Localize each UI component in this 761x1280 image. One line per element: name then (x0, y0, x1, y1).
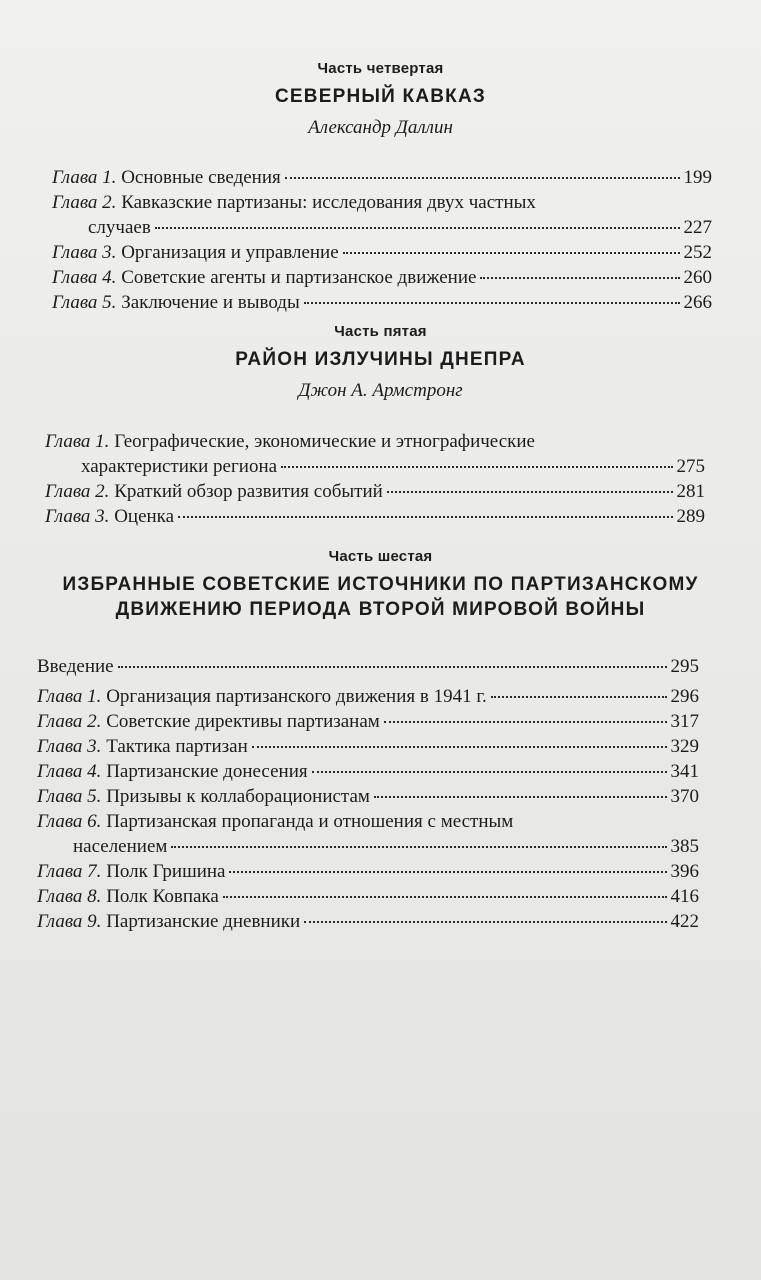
chapter-title: Полк Ковпака (106, 886, 219, 907)
chapter-title: Полк Гришина (106, 861, 226, 882)
chapter-title: Заключение и выводы (121, 292, 300, 313)
chapter-number: Глава 2. (52, 192, 117, 213)
dot-leader (252, 745, 667, 748)
dot-leader (285, 176, 680, 179)
toc-entry[interactable] (52, 265, 712, 290)
part4-label: Часть четвертая (317, 60, 444, 77)
dot-leader (281, 465, 672, 468)
part6-label: Часть шестая (328, 548, 433, 565)
toc-entry[interactable] (37, 759, 699, 784)
chapter-number: Глава 4. (52, 267, 117, 288)
toc-entry[interactable] (37, 784, 699, 809)
toc-entry-continuation (37, 834, 699, 859)
toc-entry-continuation (45, 454, 705, 479)
part5-author: Джон А. Армстронг (298, 380, 463, 401)
page-number: 317 (670, 711, 699, 732)
part6-title-line1: ИЗБРАННЫЕ СОВЕТСКИЕ ИСТОЧНИКИ ПО ПАРТИЗАНСКОМУ (62, 574, 699, 595)
page-number: 295 (670, 656, 699, 677)
toc-entry[interactable] (37, 809, 699, 834)
page-number: 266 (683, 292, 712, 313)
chapter-number: Глава 1. (52, 167, 117, 188)
chapter-title: Кавказские партизаны: исследования двух частных (121, 192, 536, 213)
dot-leader (178, 515, 672, 518)
dot-leader (480, 276, 679, 279)
page-number: 275 (676, 456, 705, 477)
page-number: 199 (683, 167, 712, 188)
chapter-title: Географические, экономические и этнографические (114, 431, 535, 452)
dot-leader (118, 665, 667, 668)
chapter-number: Глава 4. (37, 761, 102, 782)
page-number: 289 (676, 506, 705, 527)
dot-leader (312, 770, 667, 773)
chapter-title-cont: случаев (88, 217, 151, 238)
chapter-number: Глава 3. (45, 506, 110, 527)
part4-toc (52, 165, 712, 315)
dot-leader (387, 490, 673, 493)
chapter-number: Глава 1. (45, 431, 110, 452)
part5-label: Часть пятая (334, 323, 427, 340)
dot-leader (223, 895, 667, 898)
chapter-number: Глава 3. (52, 242, 117, 263)
chapter-number: Глава 3. (37, 736, 102, 757)
dot-leader (171, 845, 666, 848)
chapter-title: Призывы к коллаборационистам (106, 786, 370, 807)
part4-title: СЕВЕРНЫЙ КАВКАЗ (275, 86, 486, 107)
chapter-number: Глава 5. (37, 786, 102, 807)
toc-entry[interactable] (52, 240, 712, 265)
toc-entry[interactable] (37, 909, 699, 934)
part5-toc (45, 429, 705, 529)
toc-entry[interactable] (37, 859, 699, 884)
chapter-title: Советские агенты и партизанское движение (121, 267, 477, 288)
chapter-number: Глава 9. (37, 911, 102, 932)
page-number: 252 (683, 242, 712, 263)
toc-entry[interactable] (52, 290, 712, 315)
page-number: 227 (683, 217, 712, 238)
page-number: 329 (670, 736, 699, 757)
chapter-title-cont: характеристики региона (81, 456, 278, 477)
page-number: 370 (670, 786, 699, 807)
chapter-title: Советские директивы партизанам (106, 711, 380, 732)
dot-leader (374, 795, 667, 798)
chapter-title: Тактика партизан (106, 736, 248, 757)
page-number: 385 (670, 836, 699, 857)
page-number: 281 (676, 481, 705, 502)
toc-entry[interactable] (45, 504, 705, 529)
part4-author: Александр Даллин (308, 117, 453, 138)
toc-entry[interactable] (37, 884, 699, 909)
part5-title: РАЙОН ИЗЛУЧИНЫ ДНЕПРА (235, 349, 526, 370)
chapter-title: Организация партизанского движения в 1941 г. (106, 686, 487, 707)
intro-title: Введение (37, 656, 114, 677)
toc-entry[interactable] (37, 734, 699, 759)
page-number: 296 (670, 686, 699, 707)
dot-leader (343, 251, 680, 254)
chapter-title: Организация и управление (121, 242, 339, 263)
chapter-number: Глава 1. (37, 686, 102, 707)
dot-leader (384, 720, 667, 723)
chapter-title-cont: населением (73, 836, 168, 857)
chapter-number: Глава 5. (52, 292, 117, 313)
chapter-title: Партизанские донесения (106, 761, 308, 782)
chapter-number: Глава 8. (37, 886, 102, 907)
dot-leader (304, 301, 680, 304)
page-number: 260 (683, 267, 712, 288)
chapter-title: Партизанские дневники (106, 911, 301, 932)
page-number: 416 (670, 886, 699, 907)
chapter-title: Оценка (114, 506, 175, 527)
page-number: 396 (670, 861, 699, 882)
chapter-title: Краткий обзор развития событий (114, 481, 383, 502)
toc-entry[interactable] (52, 165, 712, 190)
chapter-number: Глава 6. (37, 811, 102, 832)
chapter-title: Партизанская пропаганда и отношения с местным (106, 811, 514, 832)
part6-title-line2: ДВИЖЕНИЮ ПЕРИОДА ВТОРОЙ МИРОВОЙ ВОЙНЫ (115, 599, 646, 620)
dot-leader (491, 695, 667, 698)
toc-entry[interactable] (37, 709, 699, 734)
dot-leader (229, 870, 666, 873)
toc-entry-intro[interactable] (37, 654, 699, 679)
page-number: 422 (670, 911, 699, 932)
chapter-title: Основные сведения (121, 167, 281, 188)
toc-entry-continuation (52, 215, 712, 240)
toc-entry[interactable] (52, 190, 712, 215)
toc-entry[interactable] (37, 684, 699, 709)
chapter-number: Глава 2. (45, 481, 110, 502)
dot-leader (304, 920, 666, 923)
part6-toc (37, 654, 699, 934)
page-number: 341 (670, 761, 699, 782)
chapter-number: Глава 2. (37, 711, 102, 732)
dot-leader (155, 226, 680, 229)
toc-entry[interactable] (45, 429, 705, 454)
toc-entry[interactable] (45, 479, 705, 504)
chapter-number: Глава 7. (37, 861, 102, 882)
